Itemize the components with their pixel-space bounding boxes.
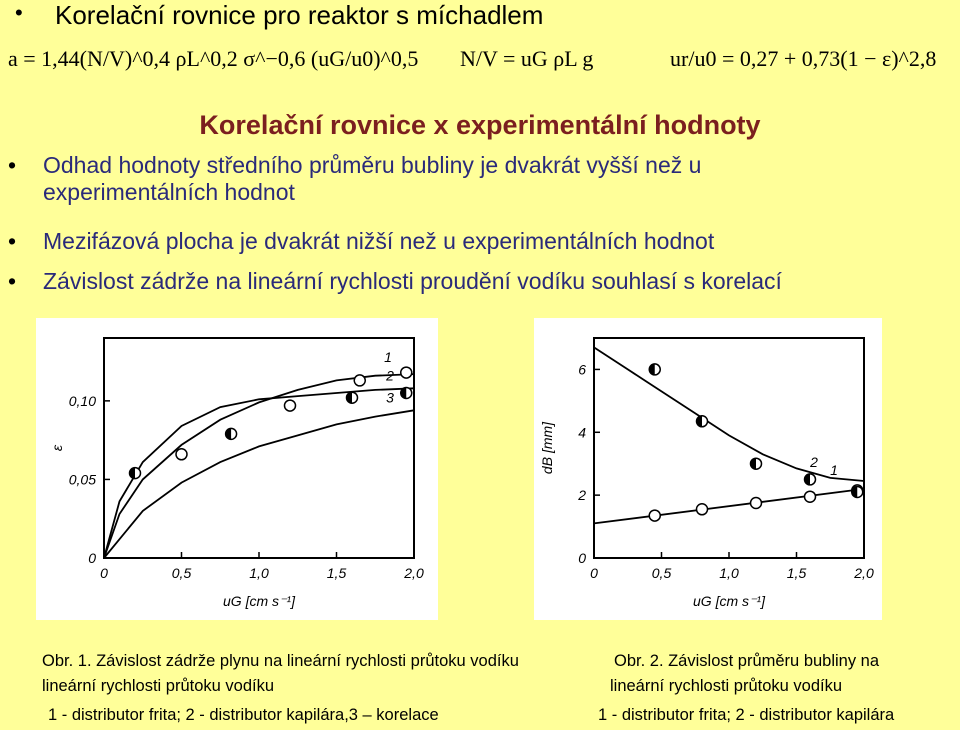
formula-interfacial-area: a = 1,44(N/V)^0,4 ρL^0,2 σ^−0,6 (uG/u0)^0,5: [8, 46, 419, 71]
x-tick-label: 0,5: [651, 565, 672, 581]
series-label-2: 2: [810, 454, 818, 470]
data-point-1: [697, 504, 708, 515]
x-tick-label: 1,5: [326, 565, 347, 581]
data-point-1: [751, 498, 762, 509]
x-tick-label: 0: [590, 565, 598, 581]
series-line-1: [594, 489, 864, 524]
formula-power-input: N/V = uG ρL g: [460, 46, 594, 71]
series-line-2: [594, 347, 864, 481]
chart-gas-holdup-svg: [36, 318, 438, 620]
caption-fig2-line1: Obr. 2. Závislost průměru bubliny na: [614, 652, 880, 670]
series-line-3: [104, 410, 414, 558]
bullet-bubble-diameter: • Odhad hodnoty středního průměru bubliny je dvakrát vyšší než u experimentálních hodnot: [8, 152, 702, 205]
chart-bubble-diameter: [534, 318, 882, 620]
series-label-1: 1: [384, 349, 392, 366]
y-tick-label: 0,05: [68, 471, 96, 488]
caption-fig1-line2: lineární rychlosti průtoku vodíku: [42, 677, 275, 695]
bullet-gas-holdup: • Závislost zádrže na lineární rychlosti proudění vodíku souhlasí s korelací: [8, 268, 782, 294]
y-axis-label: ε: [49, 444, 65, 452]
caption-fig1-line3: 1 - distributor frita; 2 - distributor kapilára,3 – korelace: [48, 706, 439, 724]
y-axis-label: dB [mm]: [539, 421, 555, 475]
x-axis-label: uG [cm s⁻¹]: [693, 593, 765, 609]
bullet-interfacial-area: • Mezifázová plocha je dvakrát nižší než u experimentálních hodnot: [8, 228, 715, 254]
caption-fig2-line3: 1 - distributor frita; 2 - distributor kapilára: [598, 706, 895, 724]
data-point-1: [354, 375, 365, 386]
chart-bubble-diameter-svg: [534, 318, 882, 620]
caption-fig1-line1: Obr. 1. Závislost zádrže plynu na lineární rychlosti průtoku vodíku: [42, 652, 519, 670]
x-tick-label: 1,5: [786, 565, 807, 581]
y-tick-label: 0,10: [68, 392, 96, 409]
caption-fig2-line2: lineární rychlosti průtoku vodíku: [610, 677, 843, 695]
data-point-1: [401, 367, 412, 378]
y-tick-label: 0: [578, 550, 586, 566]
bullet-icon: •: [15, 0, 23, 25]
series-label-1: 1: [830, 461, 838, 478]
series-label-3: 3: [386, 389, 394, 406]
y-tick-label: 4: [578, 424, 586, 441]
chart-gas-holdup: [36, 318, 438, 620]
x-tick-label: 1,0: [249, 565, 269, 581]
section-heading: Korelační rovnice x experimentální hodnoty: [199, 110, 761, 140]
plot-frame: [594, 338, 864, 558]
x-tick-label: 0,5: [171, 565, 192, 581]
x-tick-label: 2,0: [404, 565, 424, 581]
x-tick-label: 1,0: [719, 565, 739, 581]
plot-frame: [104, 338, 414, 558]
x-tick-label: 2,0: [854, 565, 874, 581]
data-point-1: [285, 400, 296, 411]
y-tick-label: 6: [578, 361, 586, 378]
series-label-2: 2: [386, 367, 394, 384]
formula-relative-velocity: ur/u0 = 0,27 + 0,73(1 − ε)^2,8: [670, 46, 937, 71]
series-line-1: [104, 374, 414, 558]
data-point-1: [649, 510, 660, 521]
x-axis-label: uG [cm s⁻¹]: [223, 593, 295, 609]
data-point-1: [805, 491, 816, 502]
y-tick-label: 2: [578, 487, 586, 504]
y-tick-label: 0: [88, 550, 96, 566]
data-point-1: [176, 449, 187, 460]
x-tick-label: 0: [100, 565, 108, 581]
